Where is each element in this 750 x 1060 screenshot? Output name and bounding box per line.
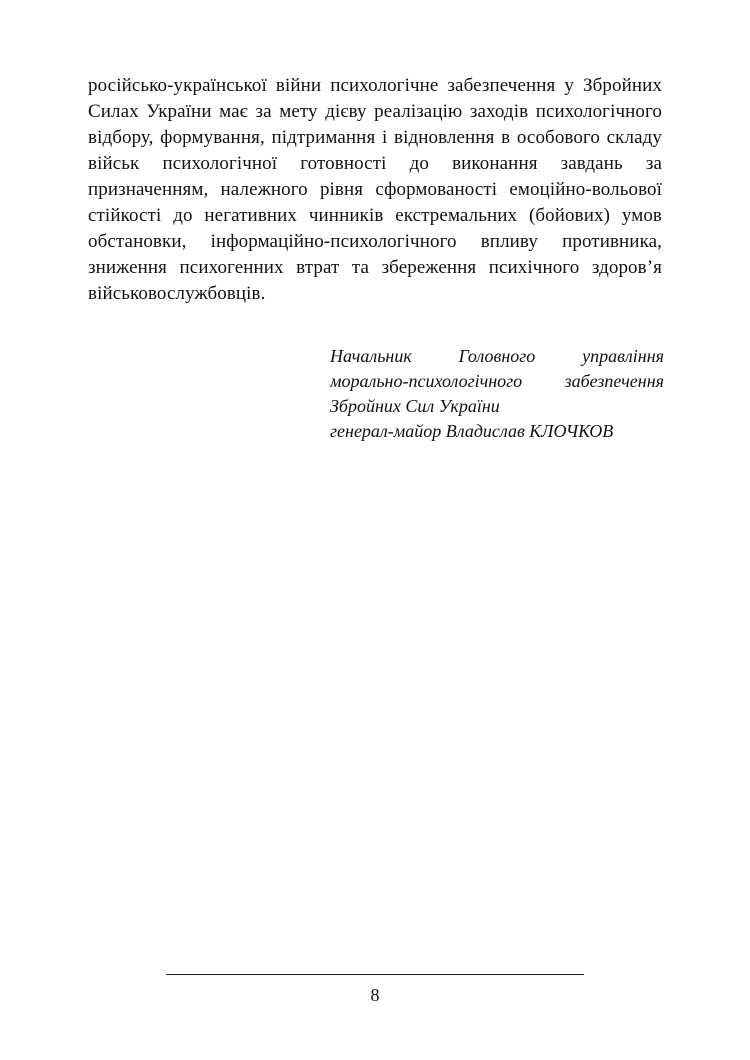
page-number: 8 [370, 985, 380, 1005]
body-line-2: Силах України має за мету дієву реалізацію заходів психологічного [88, 101, 662, 122]
body-line-3: відбору, формування, підтримання і відновлення в особового складу [88, 127, 662, 148]
signature-line-1: Начальник Головного управління [330, 346, 664, 366]
body-line-4: військ психологічної готовності до виконання завдань за [88, 153, 662, 174]
body-line-1: російсько-української війни психологічне забезпечення у Збройних [88, 75, 662, 96]
signature-line-3: Збройних Сил України [330, 396, 500, 416]
body-line-8: зниження психогенних втрат та збереження психічного здоров’я [88, 257, 662, 278]
body-line-9: військовослужбовців. [88, 283, 266, 304]
body-paragraph [88, 73, 662, 307]
body-line-5: призначенням, належного рівня сформованості емоційно-вольової [88, 179, 662, 200]
body-line-7: обстановки, інформаційно-психологічного впливу противника, [88, 231, 662, 252]
footer-divider [166, 974, 584, 975]
body-line-6: стійкості до негативних чинників екстремальних (бойових) умов [88, 205, 662, 226]
signature-block [330, 344, 664, 444]
signature-line-2: морально-психологічного забезпечення [330, 371, 664, 391]
signature-line-4: генерал-майор Владислав КЛОЧКОВ [330, 421, 614, 441]
